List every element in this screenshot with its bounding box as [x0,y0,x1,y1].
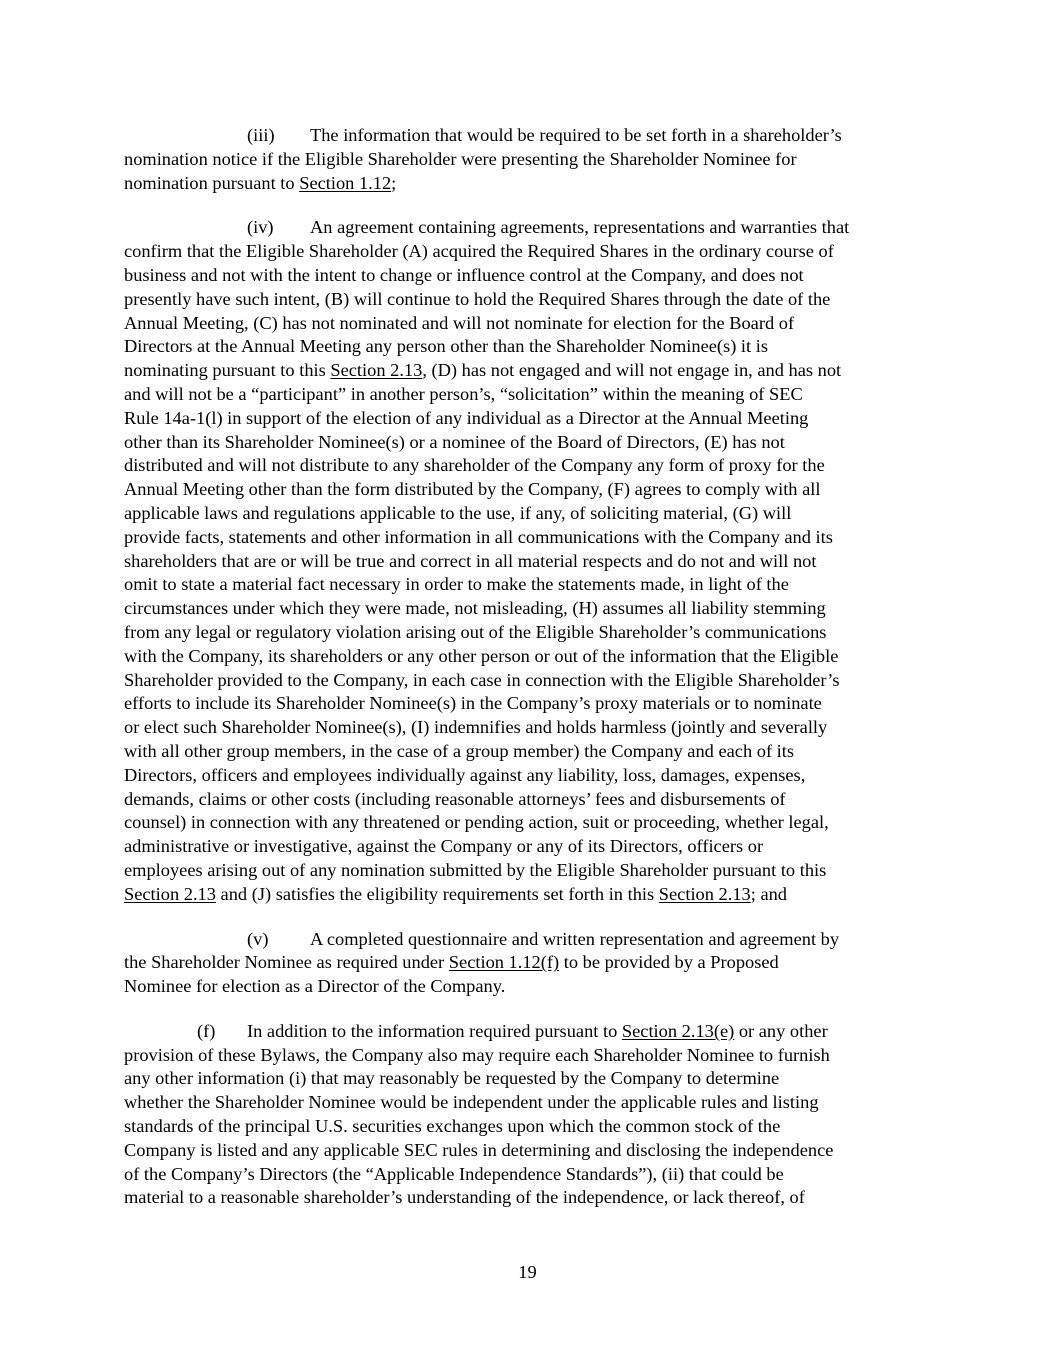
text-line: provide facts, statements and other information in all communications with the Company and its [124,526,833,547]
text-line: administrative or investigative, against the Company or any of its Directors, officers or [124,836,764,857]
text: A completed questionnaire and written representation and agreement by [310,928,840,949]
text: to be provided by a Proposed [559,952,779,973]
enumerator: (f) [197,1020,216,1041]
text-line: whether the Shareholder Nominee would be independent under the applicable rules and listing [124,1092,819,1113]
text-line: Shareholder provided to the Company, in each case in connection with the Eligible Shareholder’s [124,669,840,690]
page-number: 19 [518,1262,537,1282]
text: nominating pursuant to this [124,360,331,381]
text-line: provision of these Bylaws, the Company also may require each Shareholder Nominee to furnish [124,1044,830,1065]
enumerator: (v) [247,928,269,949]
section-reference: Section 2.13 [658,883,751,904]
document-page [124,124,944,1231]
section-reference: Section 1.12 [299,172,392,193]
text-line: counsel) in connection with any threatened or pending action, suit or proceeding, whether legal, [124,812,829,833]
text-line: of the Company’s Directors (the “Applicable Independence Standards”), (ii) that could be [124,1163,784,1184]
text-line: material to a reasonable shareholder’s understanding of the independence, or lack thereof, of [124,1187,805,1208]
text: An agreement containing agreements, representations and warranties that [310,217,850,238]
text-line: or elect such Shareholder Nominee(s), (I) indemnifies and holds harmless (jointly and severally [124,717,828,738]
enumerator: (iii) [247,125,275,145]
text-line: and will not be a “participant” in another person’s, “solicitation” within the meaning of SEC [124,383,803,404]
text-line: any other information (i) that may reasonably be requested by the Company to determine [124,1068,780,1089]
paragraph-iv [124,216,944,906]
section-reference: Section 1.12(f) [448,952,560,973]
text: The information that would be required to be set forth in a shareholder’s [310,125,842,145]
paragraph-iii [124,124,944,195]
paragraph-f [124,1020,944,1210]
text: ; and [750,883,787,904]
text-line: Rule 14a-1(l) in support of the election of any individual as a Director at the Annual Meeting [124,407,809,428]
text-line: from any legal or regulatory violation arising out of the Eligible Shareholder’s communications [124,621,827,642]
section-reference: Section 2.13 [330,360,423,381]
text-line: confirm that the Eligible Shareholder (A) acquired the Required Shares in the ordinary course of [124,241,834,262]
text-line: other than its Shareholder Nominee(s) or a nominee of the Board of Directors, (E) has not [124,431,785,452]
text: or any other [734,1020,828,1041]
text-line: presently have such intent, (B) will continue to hold the Required Shares through the date of the [124,288,831,309]
text-line: Directors at the Annual Meeting any person other than the Shareholder Nominee(s) it is [124,336,769,357]
text: , (D) has not engaged and will not engage in, and has not [422,360,842,381]
section-reference: Section 2.13(e) [621,1020,735,1041]
text-line: distributed and will not distribute to any shareholder of the Company any form of proxy for the [124,455,825,476]
text-line: efforts to include its Shareholder Nominee(s) in the Company’s proxy materials or to nominate [124,693,822,714]
text-line: employees arising out of any nomination submitted by the Eligible Shareholder pursuant to this [124,859,827,880]
text-line: with all other group members, in the case of a group member) the Company and each of its [124,740,795,761]
text: and (J) satisfies the eligibility requirements set forth in this [215,883,659,904]
section-reference: Section 2.13 [124,883,216,904]
paragraph-v [124,928,944,999]
text-line: Nominee for election as a Director of the Company. [124,976,506,997]
enumerator: (iv) [247,217,274,238]
text-line: demands, claims or other costs (including reasonable attorneys’ fees and disbursements of [124,788,786,809]
text-line: standards of the principal U.S. securities exchanges upon which the common stock of the [124,1116,781,1137]
text-line: Company is listed and any applicable SEC rules in determining and disclosing the independence [124,1139,834,1160]
text-line: with the Company, its shareholders or any other person or out of the information that the Eligible [124,645,839,666]
text-line: circumstances under which they were made, not misleading, (H) assumes all liability stemming [124,598,826,619]
text: In addition to the information required pursuant to [247,1020,622,1041]
text: nomination pursuant to [124,172,300,193]
text-line: business and not with the intent to change or influence control at the Company, and does not [124,264,804,285]
text-line: Annual Meeting, (C) has not nominated and will not nominate for election for the Board of [124,312,795,333]
text-line: nomination notice if the Eligible Shareholder were presenting the Shareholder Nominee for [124,148,797,169]
text-line: Directors, officers and employees individually against any liability, loss, damages, expenses, [124,764,806,785]
text: the Shareholder Nominee as required under [124,952,449,973]
text-line: applicable laws and regulations applicable to the use, if any, of soliciting material, (G) will [124,502,792,523]
text-line: omit to state a material fact necessary in order to make the statements made, in light of the [124,574,789,595]
text-line: shareholders that are or will be true and correct in all material respects and do not and will not [124,550,817,571]
text: ; [391,172,397,193]
text-line: Annual Meeting other than the form distributed by the Company, (F) agrees to comply with all [124,479,821,500]
